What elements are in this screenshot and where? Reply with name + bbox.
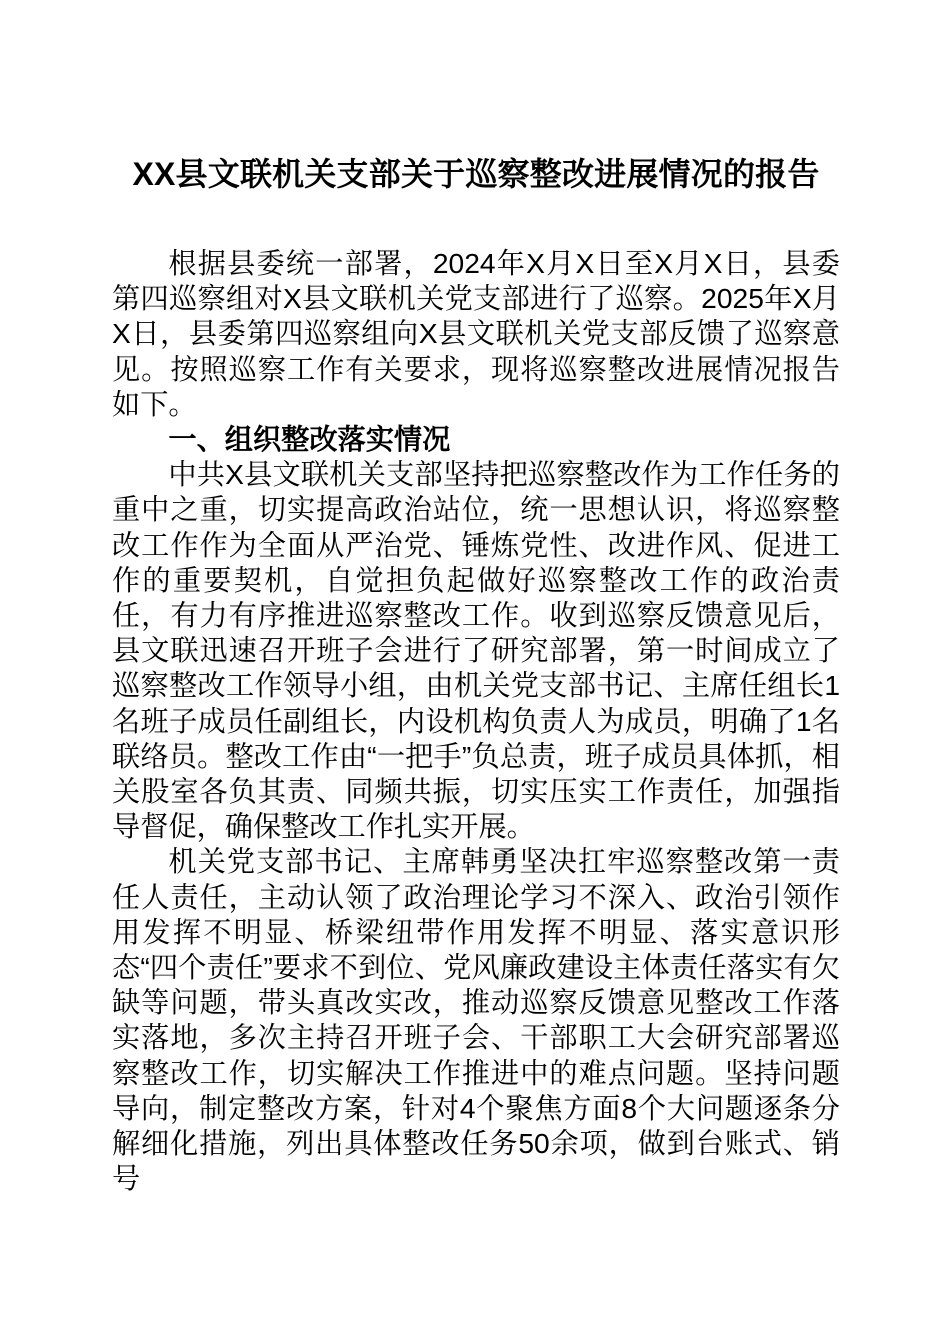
section-one-paragraph-1: 中共X县文联机关支部坚持把巡察整改作为工作任务的重中之重，切实提高政治站位，统一思想认识，将巡察整改工作作为全面从严治党、锤炼党性、改进作风、促进工作的重要契机，自觉担负起做好巡察整改工作的政治责任，有力有序推进巡察整改工作。收到巡察反馈意见后，县文联迅速召开班子会进行了研究部署，第一时间成立了巡察整改工作领导小组，由机关党支部书记、主席任组长1名班子成员任副组长，内设机构负责人为成员，明确了1名联络员。整改工作由“一把手”负总责，班子成员具体抓，相关股室各负其责、同频共振，切实压实工作责任，加强指导督促，确保整改工作扎实开展。 bbox=[112, 458, 840, 843]
section-one-paragraph-2: 机关党支部书记、主席韩勇坚决扛牢巡察整改第一责任人责任，主动认领了政治理论学习不深入、政治引领作用发挥不明显、桥梁纽带作用发挥不明显、落实意识形态“四个责任”要求不到位、党风廉政建设主体责任落实有欠缺等问题，带头真改实改，推动巡察反馈意见整改工作落实落地，多次主持召开班子会、干部职工大会研究部署巡察整改工作，切实解决工作推进中的难点问题。坚持问题导向，制定整改方案，针对4个聚焦方面8个大问题逐条分解细化措施，列出具体整改任务50余项，做到台账式、销号 bbox=[112, 845, 840, 1195]
document-title: XX县文联机关支部关于巡察整改进展情况的报告 bbox=[132, 156, 820, 192]
section-heading-one: 一、组织整改落实情况 bbox=[168, 423, 451, 456]
document-content bbox=[112, 0, 840, 1196]
intro-paragraph: 根据县委统一部署，2024年X月X日至X月X日，县委第四巡察组对X县文联机关党支部进行了巡察。2025年X月X日，县委第四巡察组向X县文联机关党支部反馈了巡察意见。按照巡察工作有关要求，现将巡察整改进展情况报告如下。 bbox=[112, 247, 840, 420]
